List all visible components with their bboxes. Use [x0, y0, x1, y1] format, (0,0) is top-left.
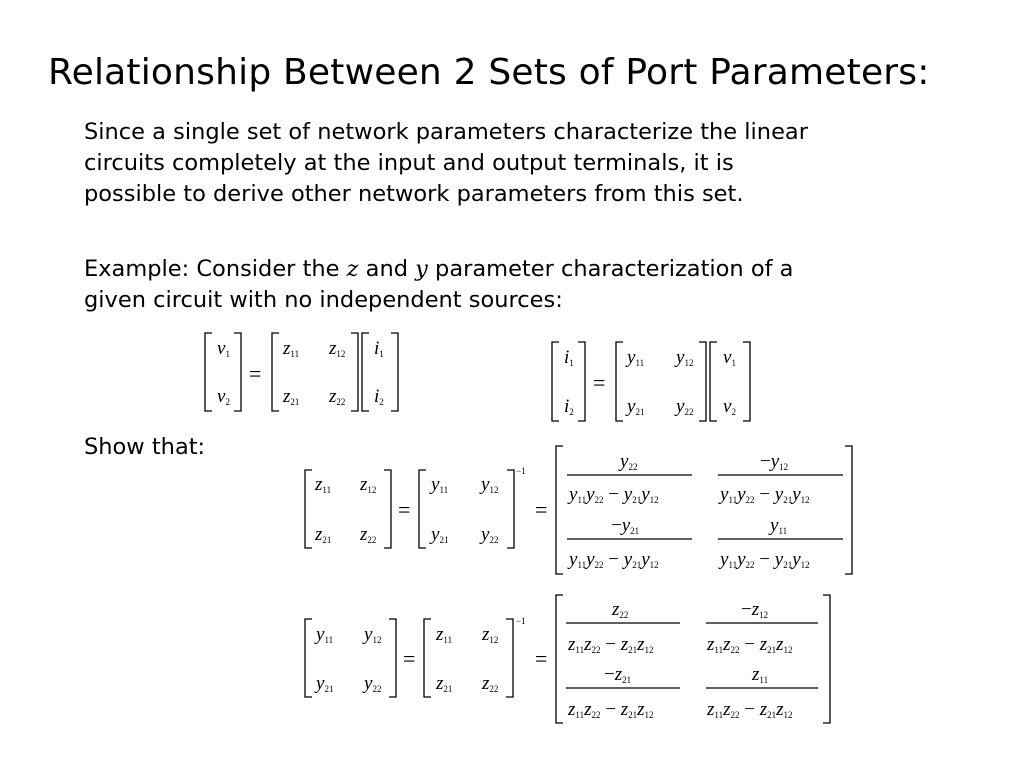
eq1-i-bracket-right: [391, 333, 398, 411]
svg-text:y11: y11: [770, 515, 788, 536]
eq3-y-bracket-right: [507, 470, 514, 548]
svg-text:z12: z12: [360, 474, 377, 495]
svg-text:−y12: −y12: [760, 451, 789, 472]
svg-text:z22: z22: [360, 524, 377, 545]
svg-text:−y21: −y21: [611, 515, 640, 536]
eq1-z-bracket-right: [351, 333, 358, 411]
svg-text:−1: −1: [516, 466, 526, 476]
svg-text:y21: y21: [431, 524, 449, 545]
slide-title: Relationship Between 2 Sets of Port Parameters:: [48, 52, 930, 93]
svg-text:y12: y12: [364, 624, 382, 645]
svg-text:y12: y12: [676, 347, 694, 368]
svg-text:z22: z22: [612, 599, 629, 620]
eq3-result-bracket-left: [556, 446, 563, 574]
intro-line-2: circuits completely at the input and output terminals, it is: [84, 150, 734, 176]
example-text-a: Example: Consider the: [84, 256, 347, 282]
svg-text:z11z22 − z21z12: z11z22 − z21z12: [568, 634, 654, 655]
svg-text:v1: v1: [723, 347, 736, 368]
svg-text:y11y22 − y21y12: y11y22 − y21y12: [720, 484, 810, 505]
svg-text:z11z22 − z21z12: z11z22 − z21z12: [707, 699, 793, 720]
eq4-y-bracket-right: [389, 619, 396, 697]
svg-text:y11: y11: [316, 624, 334, 645]
eq1-lhs-bracket-right: [234, 333, 241, 411]
svg-text:z21: z21: [283, 386, 300, 407]
svg-text:=: =: [398, 497, 411, 522]
eq4-result-bracket-right: [823, 595, 830, 723]
example-line-2: given circuit with no independent sources:: [84, 287, 563, 313]
eq3-z-bracket-left: [305, 470, 312, 548]
svg-text:y22: y22: [481, 524, 499, 545]
svg-text:=: =: [535, 497, 548, 522]
example-var-y: y: [415, 256, 428, 282]
svg-text:y11y22 − y21y12: y11y22 − y21y12: [720, 549, 810, 570]
svg-text:v2: v2: [217, 386, 230, 407]
svg-text:y21: y21: [627, 396, 645, 417]
svg-text:=: =: [593, 370, 606, 395]
eq1-i-bracket-left: [362, 333, 369, 411]
svg-text:z11z22 − z21z12: z11z22 − z21z12: [568, 699, 654, 720]
eq2-v-bracket-right: [743, 342, 750, 421]
svg-text:−1: −1: [516, 616, 526, 626]
svg-text:z11: z11: [283, 338, 300, 359]
svg-text:z21: z21: [436, 673, 453, 694]
svg-text:z12: z12: [482, 624, 499, 645]
eq3-y-bracket-left: [419, 470, 426, 548]
svg-text:i2: i2: [564, 396, 574, 417]
intro-line-1: Since a single set of network parameters characterize the linear: [84, 119, 808, 145]
example-text-and: and: [358, 256, 416, 282]
eq3-result-bracket-right: [845, 446, 852, 574]
svg-text:i1: i1: [374, 338, 384, 359]
intro-line-3: possible to derive other network parameters from this set.: [84, 181, 744, 207]
eq3-z-bracket-right: [384, 470, 391, 548]
svg-text:y12: y12: [481, 474, 499, 495]
eq2-y-bracket-left: [616, 342, 623, 421]
svg-text:=: =: [403, 646, 416, 671]
svg-text:=: =: [535, 646, 548, 671]
svg-text:−z12: −z12: [741, 599, 769, 620]
svg-text:z11: z11: [752, 664, 769, 685]
svg-text:z12: z12: [329, 338, 346, 359]
svg-text:z11z22 − z21z12: z11z22 − z21z12: [707, 634, 793, 655]
eq1-z-parameter-equation: [217, 338, 384, 407]
example-var-z: z: [346, 256, 359, 282]
eq2-lhs-bracket-left: [552, 342, 559, 421]
eq4-result-bracket-left: [556, 595, 563, 723]
svg-text:y11: y11: [627, 347, 645, 368]
eq4-y-bracket-left: [305, 619, 312, 697]
svg-text:i1: i1: [564, 347, 574, 368]
eq3-z-from-y-equation: [314, 451, 810, 570]
eq4-y-from-z-equation: [314, 599, 793, 720]
svg-text:=: =: [249, 361, 262, 386]
eq1-z-bracket-left: [272, 333, 279, 411]
eq1-lhs-bracket-left: [205, 333, 212, 411]
svg-text:z22: z22: [329, 386, 346, 407]
svg-text:y11y22 − y21y12: y11y22 − y21y12: [569, 484, 659, 505]
svg-text:z21: z21: [315, 524, 332, 545]
svg-text:z11: z11: [436, 624, 453, 645]
eq2-v-bracket-left: [710, 342, 717, 421]
svg-text:y22: y22: [676, 396, 694, 417]
svg-text:v2: v2: [723, 396, 736, 417]
svg-text:i2: i2: [374, 386, 384, 407]
svg-text:v1: v1: [217, 338, 230, 359]
show-that-label: Show that:: [84, 434, 206, 460]
svg-text:y22: y22: [620, 451, 638, 472]
eq4-z-bracket-left: [424, 619, 431, 697]
svg-text:−z21: −z21: [604, 664, 632, 685]
svg-text:y21: y21: [316, 673, 334, 694]
svg-text:y22: y22: [364, 673, 382, 694]
svg-text:z11: z11: [315, 474, 332, 495]
eq4-z-bracket-right: [506, 619, 513, 697]
example-text-b: parameter characterization of a: [427, 256, 794, 282]
svg-text:z22: z22: [482, 673, 499, 694]
svg-text:y11: y11: [431, 474, 449, 495]
svg-text:y11y22 − y21y12: y11y22 − y21y12: [569, 549, 659, 570]
eq2-y-bracket-right: [699, 342, 706, 421]
eq2-lhs-bracket-right: [578, 342, 585, 421]
